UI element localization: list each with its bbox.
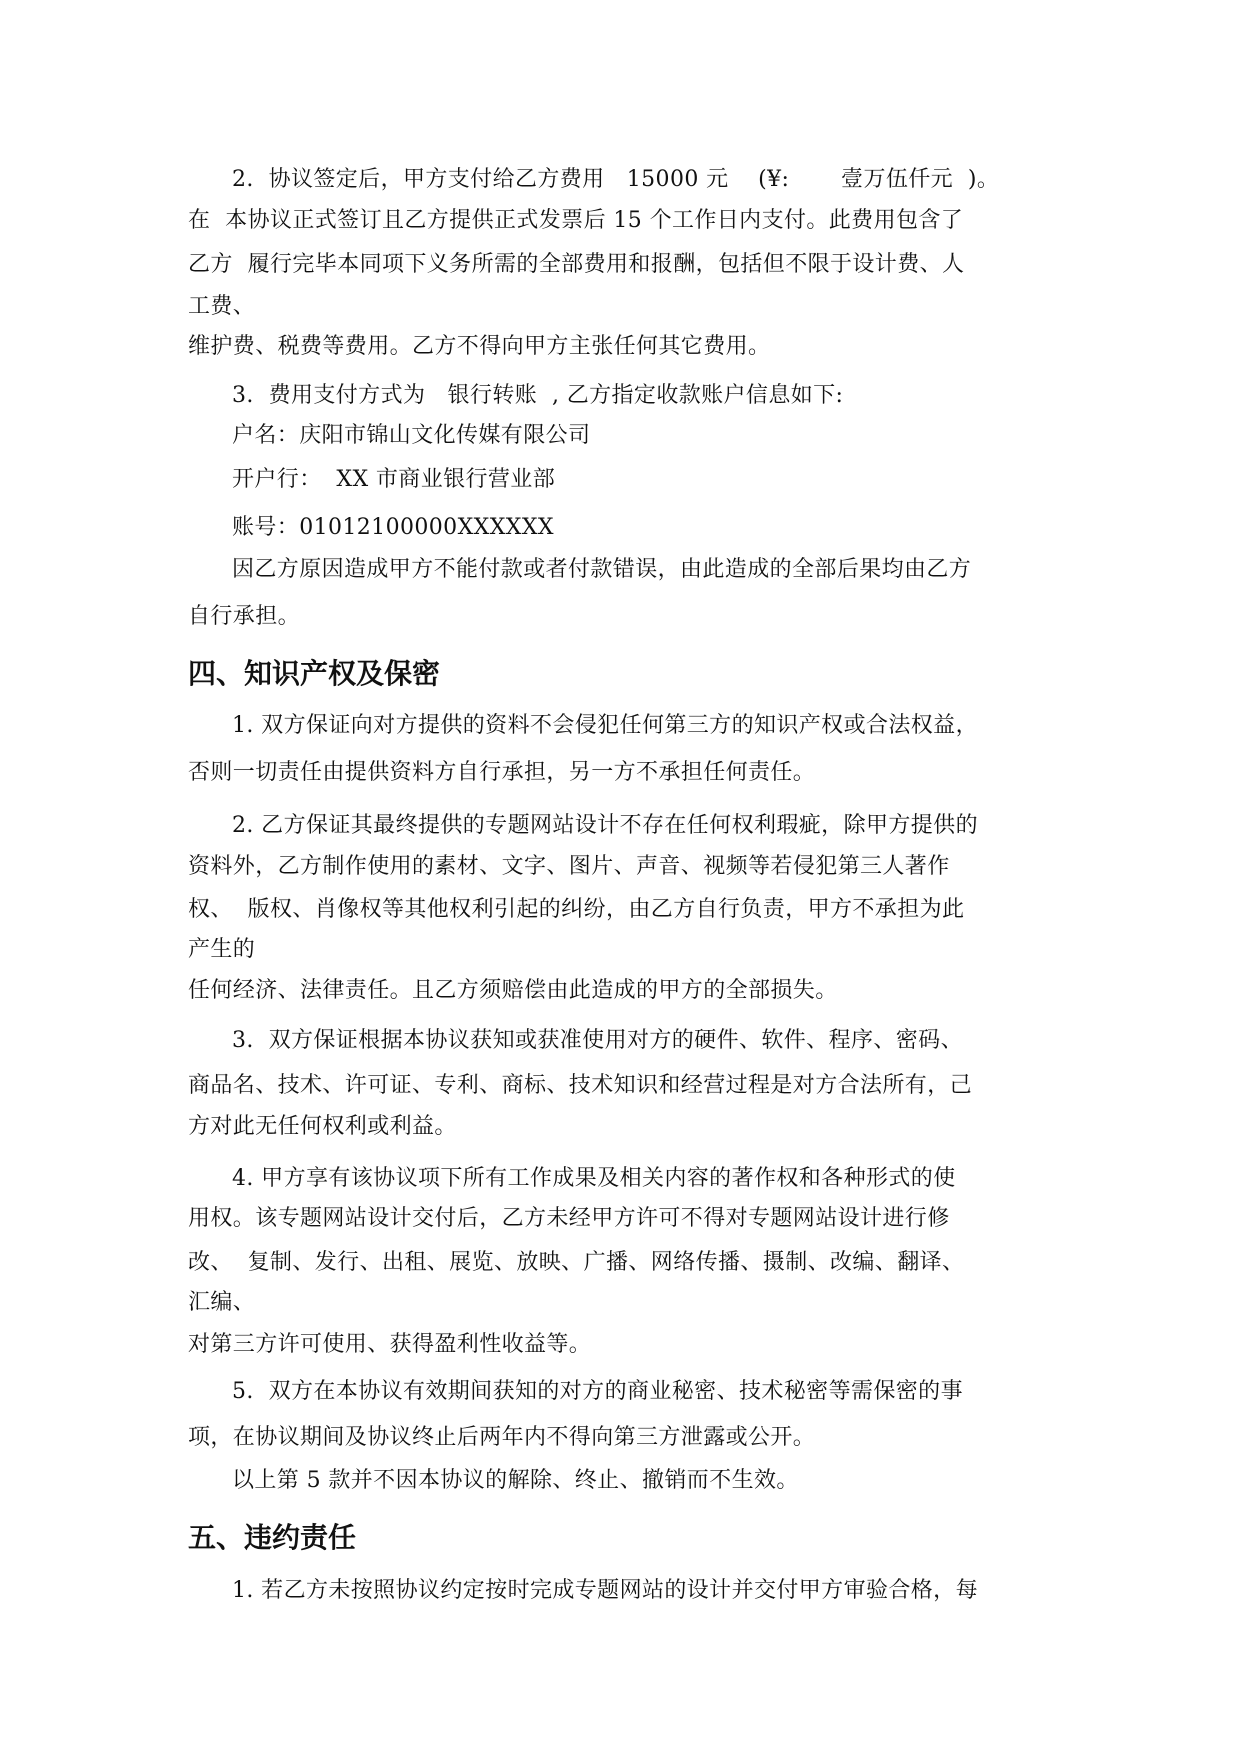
payment-method-line: 因乙方原因造成甲方不能付款或者付款错误，由此造成的全部后果均由乙方 [232,557,972,582]
ip-clause-line: 商品名、技术、许可证、专利、商标、技术知识和经营过程是对方合法所有，己 [188,1073,973,1098]
payment-method-line: 自行承担。 [188,604,301,629]
payment-method-line: 3. 费用支付方式为 银行转账 , 乙方指定收款账户信息如下: [232,383,844,408]
payment-clause-line: 工费、 [188,294,256,319]
ip-clause-line: 否则一切责任由提供资料方自行承担，另一方不承担任何责任。 [188,760,816,785]
ip-clause-line: 汇编、 [188,1290,256,1315]
ip-clause-line: 方对此无任何权利或利益。 [188,1114,457,1139]
ip-clause-line: 2. 乙方保证其最终提供的专题网站设计不存在任何权利瑕疵，除甲方提供的 [232,813,978,838]
account-bank: 开户行： XX 市商业银行营业部 [232,467,556,492]
payment-clause-line: 在 本协议正式签订且乙方提供正式发票后 15 个工作日内支付。此费用包含了 [188,208,964,233]
payment-clause-line: 乙方 履行完毕本同项下义务所需的全部费用和报酬，包括但不限于设计费、人 [188,252,965,277]
ip-clause-line: 1. 双方保证向对方提供的资料不会侵犯任何第三方的知识产权或合法权益， [232,713,978,738]
account-number: 账号：01012100000XXXXXX [232,515,554,540]
breach-clause-line: 1. 若乙方未按照协议约定按时完成专题网站的设计并交付甲方审验合格，每 [232,1578,978,1603]
section-heading-ip-confidentiality: 四、知识产权及保密 [188,657,441,690]
ip-clause-line: 改、 复制、发行、出租、展览、放映、广播、网络传播、摄制、改编、翻译、 [188,1250,965,1275]
ip-clause-line: 项，在协议期间及协议终止后两年内不得向第三方泄露或公开。 [188,1425,816,1450]
payment-clause-line: 维护费、税费等费用。乙方不得向甲方主张任何其它费用。 [188,334,771,359]
ip-clause-line: 4. 甲方享有该协议项下所有工作成果及相关内容的著作权和各种形式的使 [232,1166,956,1191]
ip-clause-line: 权、 版权、肖像权等其他权利引起的纠纷，由乙方自行负责，甲方不承担为此 [188,897,965,922]
ip-clause-line: 资料外，乙方制作使用的素材、文字、图片、声音、视频等若侵犯第三人著作 [188,854,950,879]
ip-clause-line: 任何经济、法律责任。且乙方须赔偿由此造成的甲方的全部损失。 [188,978,838,1003]
ip-clause-line: 产生的 [188,937,256,962]
section-heading-breach-liability: 五、违约责任 [188,1521,357,1554]
ip-clause-line: 以上第 5 款并不因本协议的解除、终止、撤销而不生效。 [232,1468,799,1493]
payment-clause-line: 2. 协议签定后，甲方支付给乙方费用 15000 元 (¥: 壹万伍仟元 )。 [232,167,1000,192]
ip-clause-line: 5. 双方在本协议有效期间获知的对方的商业秘密、技术秘密等需保密的事 [232,1379,963,1404]
account-name: 户名：庆阳市锦山文化传媒有限公司 [232,423,591,448]
ip-clause-line: 用权。该专题网站设计交付后，乙方未经甲方许可不得对专题网站设计进行修 [188,1206,950,1231]
ip-clause-line: 3. 双方保证根据本协议获知或获准使用对方的硬件、软件、程序、密码、 [232,1028,963,1053]
ip-clause-line: 对第三方许可使用、获得盈利性收益等。 [188,1332,592,1357]
